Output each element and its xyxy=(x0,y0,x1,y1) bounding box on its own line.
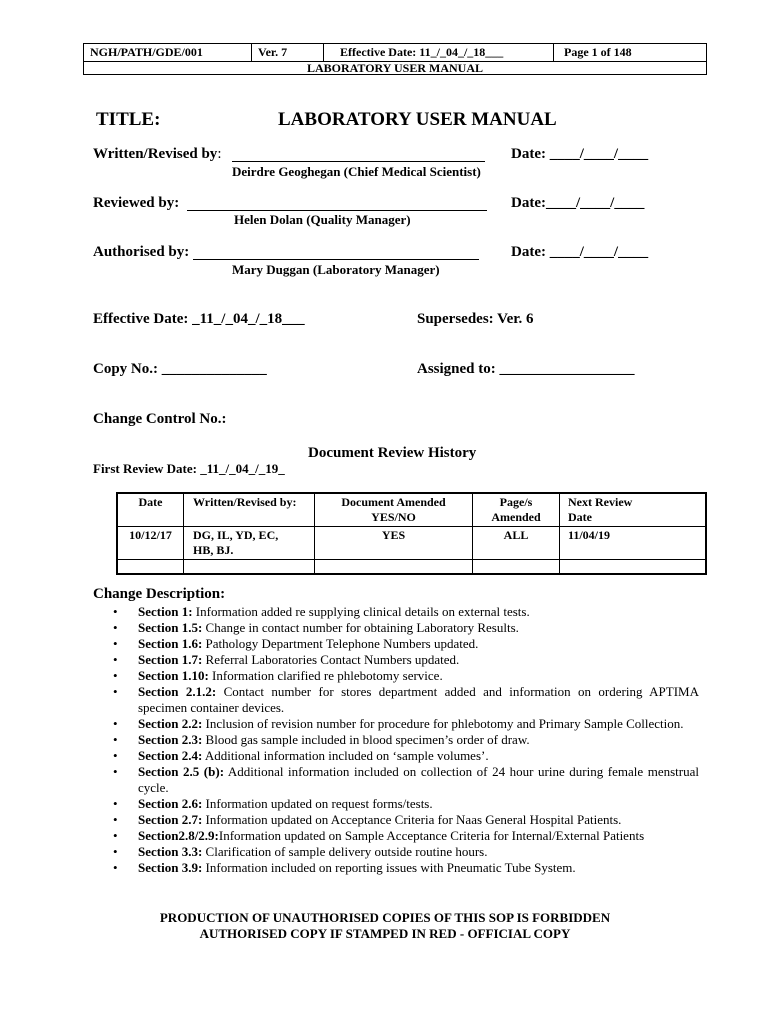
bullet-icon: • xyxy=(113,620,118,635)
section-number: Section2.8/2.9: xyxy=(138,828,219,843)
authorised-by-date: Date: ____/____/____ xyxy=(511,244,649,260)
bullet-icon: • xyxy=(113,684,118,699)
change-text: Inclusion of revision number for procedure for phlebotomy and Primary Sample Collection. xyxy=(202,716,684,731)
change-text: Information added re supplying clinical details on external tests. xyxy=(192,604,530,619)
header-effective-date: Effective Date: 11_/_04_/_18___ xyxy=(324,44,554,61)
authorised-by-signature-line xyxy=(193,258,479,260)
list-item xyxy=(109,828,699,844)
effective-date: Effective Date: _11_/_04_/_18___ xyxy=(93,311,305,327)
footer-authorised-copy: AUTHORISED COPY IF STAMPED IN RED - OFFICIAL COPY xyxy=(199,926,571,941)
change-text: Contact number for stores department added and information on ordering APTIMA specimen container devices. xyxy=(138,684,699,715)
footer-warning: PRODUCTION OF UNAUTHORISED COPIES OF THIS SOP IS FORBIDDEN xyxy=(159,910,611,925)
bullet-icon: • xyxy=(113,812,118,827)
written-by-label-text: Written/Revised by xyxy=(93,146,218,162)
section-number: Section 2.4: xyxy=(138,748,203,763)
section-number: Section 2.3: xyxy=(138,732,203,747)
cell-date xyxy=(118,560,184,574)
change-text: Information updated on request forms/tests. xyxy=(202,796,433,811)
copy-number: Copy No.: ______________ xyxy=(93,361,267,377)
section-number: Section 1.6: xyxy=(138,636,203,651)
bullet-icon: • xyxy=(113,604,118,619)
cell-next-review xyxy=(560,560,706,574)
bullet-icon: • xyxy=(113,748,118,763)
list-item xyxy=(109,796,699,812)
authorised-by-label: Authorised by: xyxy=(93,244,190,260)
change-description-title: Change Description: xyxy=(93,586,226,602)
col-header-next-review xyxy=(560,494,706,527)
change-control-number: Change Control No.: xyxy=(93,411,227,427)
col-header-written-by-text: Written/Revised by: xyxy=(193,495,297,509)
list-item xyxy=(109,748,699,764)
change-text: Information included on reporting issues with Pneumatic Tube System. xyxy=(202,860,576,875)
written-by-colon: : xyxy=(217,146,222,162)
col-header-pages-amended-text: Page/s Amended xyxy=(491,495,541,524)
header-row xyxy=(84,44,706,62)
col-header-date xyxy=(118,494,184,527)
bullet-icon: • xyxy=(113,668,118,683)
supersedes: Supersedes: Ver. 6 xyxy=(417,311,534,327)
section-number: Section 1.5: xyxy=(138,620,203,635)
bullet-icon: • xyxy=(113,732,118,747)
section-number: Section 2.1.2: xyxy=(138,684,217,699)
bullet-icon: • xyxy=(113,652,118,667)
change-text: Blood gas sample included in blood specimen’s order of draw. xyxy=(202,732,530,747)
table-row xyxy=(118,527,706,560)
section-number: Section 2.6: xyxy=(138,796,203,811)
list-item xyxy=(109,716,699,732)
col-header-next-review-text: Next Review Date xyxy=(568,495,633,524)
section-number: Section 3.3: xyxy=(138,844,203,859)
bullet-icon: • xyxy=(113,764,118,779)
authorised-by-name: Mary Duggan (Laboratory Manager) xyxy=(232,262,440,277)
table-row xyxy=(118,560,706,574)
bullet-icon: • xyxy=(113,716,118,731)
bullet-icon: • xyxy=(113,844,118,859)
change-text: Referral Laboratories Contact Numbers updated. xyxy=(202,652,460,667)
bullet-icon: • xyxy=(113,636,118,651)
section-number: Section 1.7: xyxy=(138,652,203,667)
list-item xyxy=(109,812,699,828)
doc-version: Ver. 7 xyxy=(252,44,324,61)
header-manual-name: LABORATORY USER MANUAL xyxy=(306,61,484,75)
written-by-name: Deirdre Geoghegan (Chief Medical Scientist) xyxy=(232,164,481,179)
list-item xyxy=(109,620,699,636)
cell-date: 10/12/17 xyxy=(118,527,184,560)
col-header-document-amended-text: Document Amended YES/NO xyxy=(341,495,446,524)
change-text: Pathology Department Telephone Numbers updated. xyxy=(202,636,479,651)
section-number: Section 1.10: xyxy=(138,668,209,683)
section-number: Section 3.9: xyxy=(138,860,203,875)
review-history-title: Document Review History xyxy=(308,445,477,461)
change-text: Clarification of sample delivery outside routine hours. xyxy=(202,844,488,859)
col-header-document-amended xyxy=(315,494,473,527)
reviewed-by-date: Date:____/____/____ xyxy=(511,195,645,211)
change-text: Additional information included on ‘sample volumes’. xyxy=(202,748,489,763)
bullet-icon: • xyxy=(113,828,118,843)
change-text: Information updated on Sample Acceptance Criteria for Internal/External Patients xyxy=(218,828,645,843)
change-description-list xyxy=(109,604,699,876)
change-text: Change in contact number for obtaining Laboratory Results. xyxy=(202,620,519,635)
cell-written-by xyxy=(184,560,315,574)
list-item xyxy=(109,860,699,876)
cell-pages-amended: ALL xyxy=(473,527,560,560)
review-table-header-row xyxy=(118,494,706,527)
section-number: Section 2.5 (b): xyxy=(138,764,225,779)
list-item xyxy=(109,652,699,668)
list-item xyxy=(109,764,699,796)
reviewed-by-label: Reviewed by: xyxy=(93,195,180,211)
change-text: Additional information included on collection of 24 hour urine during female menstrual cycle. xyxy=(138,764,699,795)
first-review-date: First Review Date: _11_/_04_/_19_ xyxy=(93,461,285,476)
section-number: Section 2.2: xyxy=(138,716,203,731)
bullet-icon: • xyxy=(113,796,118,811)
cell-pages-amended xyxy=(473,560,560,574)
change-text: Information updated on Acceptance Criteria for Naas General Hospital Patients. xyxy=(202,812,622,827)
reviewed-by-signature-line xyxy=(187,209,487,211)
page-number: Page 1 of 148 xyxy=(564,45,632,59)
reviewed-by-name: Helen Dolan (Quality Manager) xyxy=(234,212,411,227)
cell-written-by: DG, IL, YD, EC, HB, BJ. xyxy=(184,527,315,560)
section-number: Section 1: xyxy=(138,604,193,619)
cell-document-amended: YES xyxy=(315,527,473,560)
document-header-table xyxy=(83,43,707,75)
section-number: Section 2.7: xyxy=(138,812,203,827)
list-item xyxy=(109,844,699,860)
bullet-icon: • xyxy=(113,860,118,875)
title-label: TITLE: xyxy=(96,109,161,130)
change-text: Information clarified re phlebotomy service. xyxy=(208,668,443,683)
written-by-label xyxy=(93,146,221,163)
col-header-written-by xyxy=(184,494,315,527)
col-header-date-text: Date xyxy=(138,495,163,509)
doc-id: NGH/PATH/GDE/001 xyxy=(84,44,252,61)
list-item xyxy=(109,732,699,748)
cell-document-amended xyxy=(315,560,473,574)
list-item xyxy=(109,604,699,620)
cell-next-review: 11/04/19 xyxy=(560,527,706,560)
page-title: LABORATORY USER MANUAL xyxy=(278,109,557,130)
assigned-to: Assigned to: __________________ xyxy=(417,361,635,377)
list-item xyxy=(109,636,699,652)
list-item xyxy=(109,668,699,684)
list-item xyxy=(109,684,699,716)
review-history-table xyxy=(116,492,707,575)
written-by-date: Date: ____/____/____ xyxy=(511,146,649,162)
written-by-signature-line xyxy=(232,160,485,162)
col-header-pages-amended xyxy=(473,494,560,527)
